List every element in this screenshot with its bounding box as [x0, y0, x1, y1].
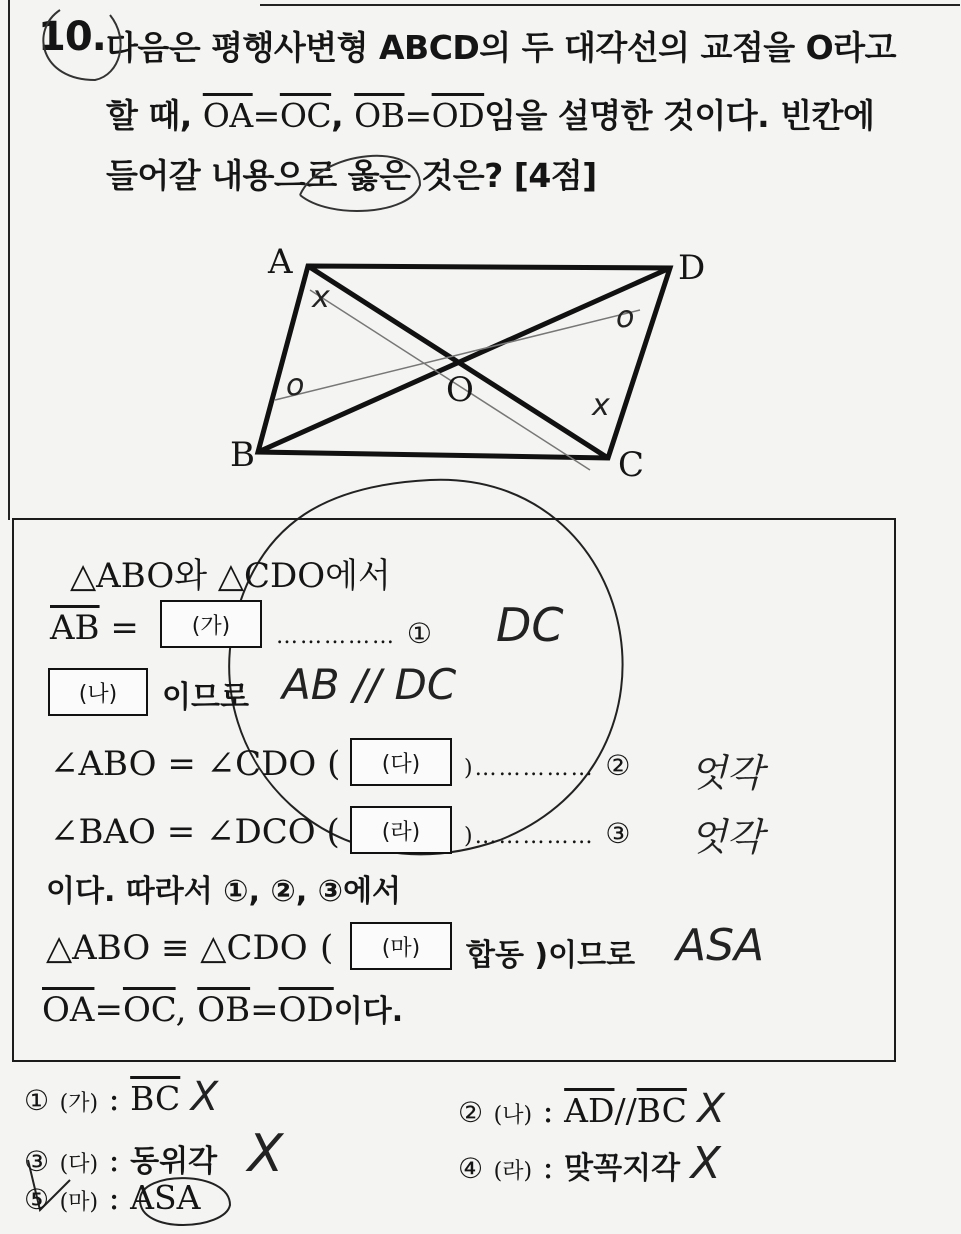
- segment-od: $\overline{OD}$: [431, 96, 485, 135]
- comma-1: ,: [331, 96, 355, 135]
- choice-3-tag: (다): [59, 1152, 99, 1177]
- open-paren-3: (: [320, 928, 334, 968]
- choice-2-number: ②: [458, 1096, 484, 1129]
- angle-c-mark: x: [592, 388, 610, 423]
- question-line-1: 다음은 평행사변형 ABCD의 두 대각선의 교점을 O라고: [106, 28, 896, 67]
- ref-num-1: ①: [406, 617, 432, 650]
- angle-bao: ∠BAO: [50, 812, 156, 852]
- proof-line-2: [50, 608, 139, 648]
- choice-2-parallel: //: [614, 1091, 637, 1130]
- choice-5[interactable]: [24, 1178, 200, 1217]
- proof-line-2-tail: [276, 612, 432, 652]
- choice-5-sep: :: [108, 1178, 120, 1217]
- blank-ra[interactable]: (라): [350, 806, 452, 854]
- choice-4-number: ④: [458, 1152, 484, 1185]
- open-paren-1: (: [327, 744, 341, 784]
- choice-1-segment: $\overline{BC}$: [130, 1079, 181, 1118]
- angle-dco: ∠DCO: [206, 812, 316, 852]
- equals-2: =: [404, 96, 432, 135]
- choice-1-sep: :: [108, 1079, 120, 1118]
- choice-5-tag: (마): [59, 1190, 99, 1215]
- handwritten-asa: ASA: [676, 920, 765, 971]
- angle-b-mark: o: [286, 368, 305, 403]
- equals-1: =: [252, 96, 280, 135]
- proof-line-4: [50, 744, 340, 784]
- congruence-suffix: 합동 )이므로: [466, 938, 636, 973]
- imuro-text: 이므로: [162, 680, 249, 715]
- angle-cdo: ∠CDO: [206, 744, 317, 784]
- angle-a-mark: x: [312, 280, 330, 315]
- choice-2-sep: :: [542, 1091, 554, 1130]
- choice-4-sep: :: [542, 1147, 554, 1186]
- close-dots-2: )……………: [464, 756, 595, 781]
- ref-num-3: ③: [605, 817, 631, 850]
- choice-1-x-mark: X: [190, 1074, 219, 1120]
- proof-line-1: △ABO와 △CDO에서: [70, 556, 391, 596]
- segment-oa: $\overline{OA}$: [202, 96, 253, 135]
- conclusion-ob: $\overline{OB}$: [197, 990, 251, 1030]
- point-b-label: B: [230, 435, 255, 475]
- choice-1-number: ①: [24, 1084, 50, 1117]
- choice-5-number: ⑤: [24, 1183, 50, 1216]
- choice-2-segment-1: $\overline{AD}$: [564, 1091, 615, 1130]
- conclusion-od: $\overline{OD}$: [278, 990, 334, 1030]
- choice-2[interactable]: [458, 1086, 725, 1132]
- choice-4[interactable]: [458, 1138, 721, 1189]
- blank-ma[interactable]: (마): [350, 922, 452, 970]
- parallelogram-figure: [200, 230, 720, 510]
- conclusion-eq-1: =: [94, 990, 123, 1030]
- choice-4-tag: (라): [493, 1159, 533, 1184]
- handwritten-alt-angle-1: 엇각: [690, 751, 764, 795]
- choice-3[interactable]: [24, 1124, 283, 1184]
- open-paren-2: (: [326, 812, 340, 852]
- choice-2-x-mark: X: [697, 1086, 725, 1132]
- question-number: 10.: [38, 14, 106, 60]
- point-o-label: O: [446, 370, 474, 410]
- question-line-2-suffix: 임을 설명한 것이다. 빈칸에: [484, 96, 875, 135]
- angle-abo: ∠ABO: [50, 744, 157, 784]
- segment-oc: $\overline{OC}$: [279, 96, 332, 135]
- choice-3-number: ③: [24, 1145, 50, 1178]
- conclusion-end: 이다.: [333, 994, 404, 1029]
- blank-na[interactable]: (나): [48, 668, 148, 716]
- equals-sign-3: =: [166, 812, 196, 852]
- proof-conclusion: [42, 986, 403, 1030]
- point-d-label: D: [678, 248, 706, 288]
- question-line-3: 들어갈 내용으로 옳은 것은? [4점]: [106, 156, 597, 195]
- equals-sign: =: [110, 608, 139, 648]
- dots-1: ……………: [276, 624, 396, 649]
- blank-ga[interactable]: (가): [160, 600, 262, 648]
- choice-4-text: 맞꼭지각: [564, 1151, 681, 1186]
- choice-2-segment-2: $\overline{BC}$: [636, 1091, 687, 1130]
- congruence-left: △ABO ≡ △CDO: [46, 928, 308, 968]
- choice-2-tag: (나): [493, 1103, 533, 1128]
- conclusion-oc: $\overline{OC}$: [122, 990, 176, 1030]
- blank-da[interactable]: (다): [350, 738, 452, 786]
- choice-3-sep: :: [108, 1140, 120, 1179]
- conclusion-comma: ,: [175, 990, 198, 1030]
- point-c-label: C: [618, 445, 645, 485]
- point-a-label: A: [268, 242, 293, 282]
- conclusion-oa: $\overline{OA}$: [42, 990, 95, 1030]
- handwritten-ab-parallel-dc: AB // DC: [282, 660, 457, 709]
- choice-5-text: ASA: [130, 1178, 201, 1217]
- choice-1-tag: (가): [59, 1091, 99, 1116]
- segment-ob: $\overline{OB}$: [354, 96, 405, 135]
- choice-4-x-mark: X: [690, 1138, 721, 1189]
- choice-1[interactable]: [24, 1074, 218, 1120]
- conclusion-eq-2: =: [250, 990, 279, 1030]
- choice-3-x-mark: X: [247, 1124, 284, 1184]
- proof-therefore-line: 이다. 따라서 ①, ②, ③에서: [46, 874, 402, 909]
- segment-ab: $\overline{AB}$: [50, 608, 100, 648]
- proof-line-5-tail: [464, 812, 631, 852]
- close-dots-3: )……………: [464, 824, 595, 849]
- question-line-2-prefix: 할 때,: [106, 96, 203, 135]
- proof-line-5: [50, 812, 340, 852]
- angle-d-mark: o: [616, 300, 635, 335]
- choice-3-text: 동위각: [130, 1144, 218, 1179]
- handwritten-dc: DC: [496, 598, 564, 652]
- proof-line-4-tail: [464, 744, 631, 784]
- equals-sign-2: =: [167, 744, 196, 784]
- ref-num-2: ②: [605, 749, 631, 782]
- handwritten-alt-angle-2: 엇각: [690, 815, 764, 859]
